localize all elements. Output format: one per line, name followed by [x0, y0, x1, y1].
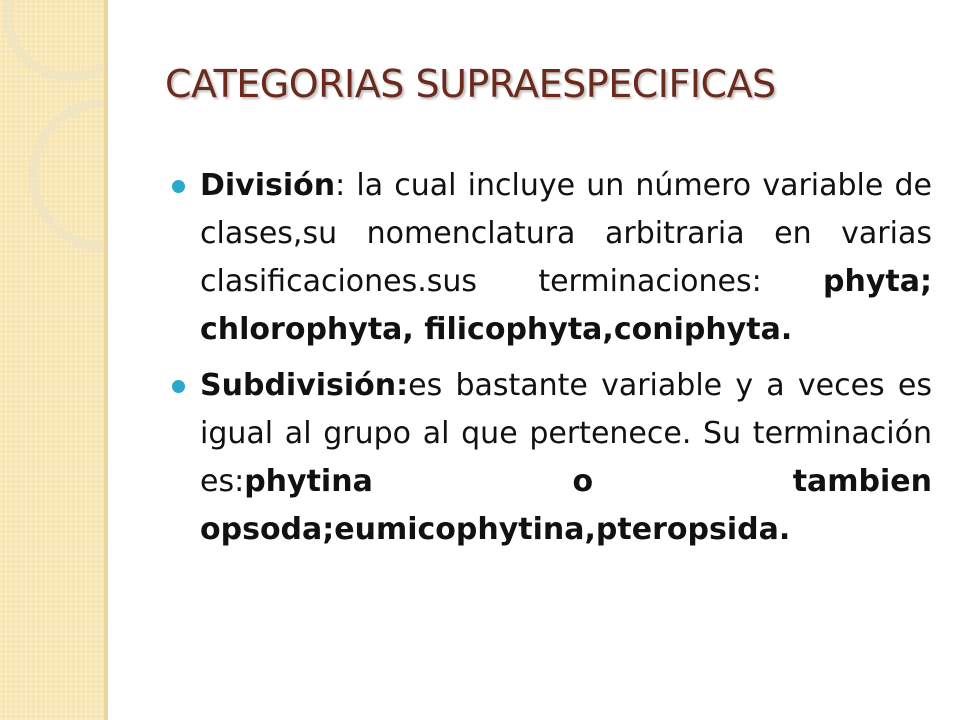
- bullet-dot-icon: [172, 380, 185, 393]
- decorative-sidebar: [0, 0, 104, 720]
- subdivision-examples: phytina o tambien opsoda;eumicophytina,pteropsida.: [200, 464, 932, 547]
- bullet-subdivision: [172, 362, 932, 554]
- division-examples: phyta; chlorophyta, filicophyta,coniphyta.: [200, 264, 932, 347]
- term-subdivision: Subdivisión:: [200, 368, 409, 403]
- subdivision-description: es bastante variable y a veces es igual al grupo al que pertenece. Su terminación es:: [200, 368, 932, 499]
- sidebar-edge: [104, 0, 108, 720]
- slide-title: CATEGORIAS SUPRAESPECIFICAS: [165, 62, 776, 106]
- bullet-division: [172, 162, 932, 354]
- decorative-circles: [0, 0, 104, 720]
- slide-content: [172, 162, 932, 562]
- division-description: : la cual incluye un número variable de clases,su nomenclatura arbitraria en varias clasificaciones.sus terminaciones:: [200, 168, 932, 299]
- bullet-dot-icon: [172, 180, 185, 193]
- term-division: División: [200, 168, 336, 203]
